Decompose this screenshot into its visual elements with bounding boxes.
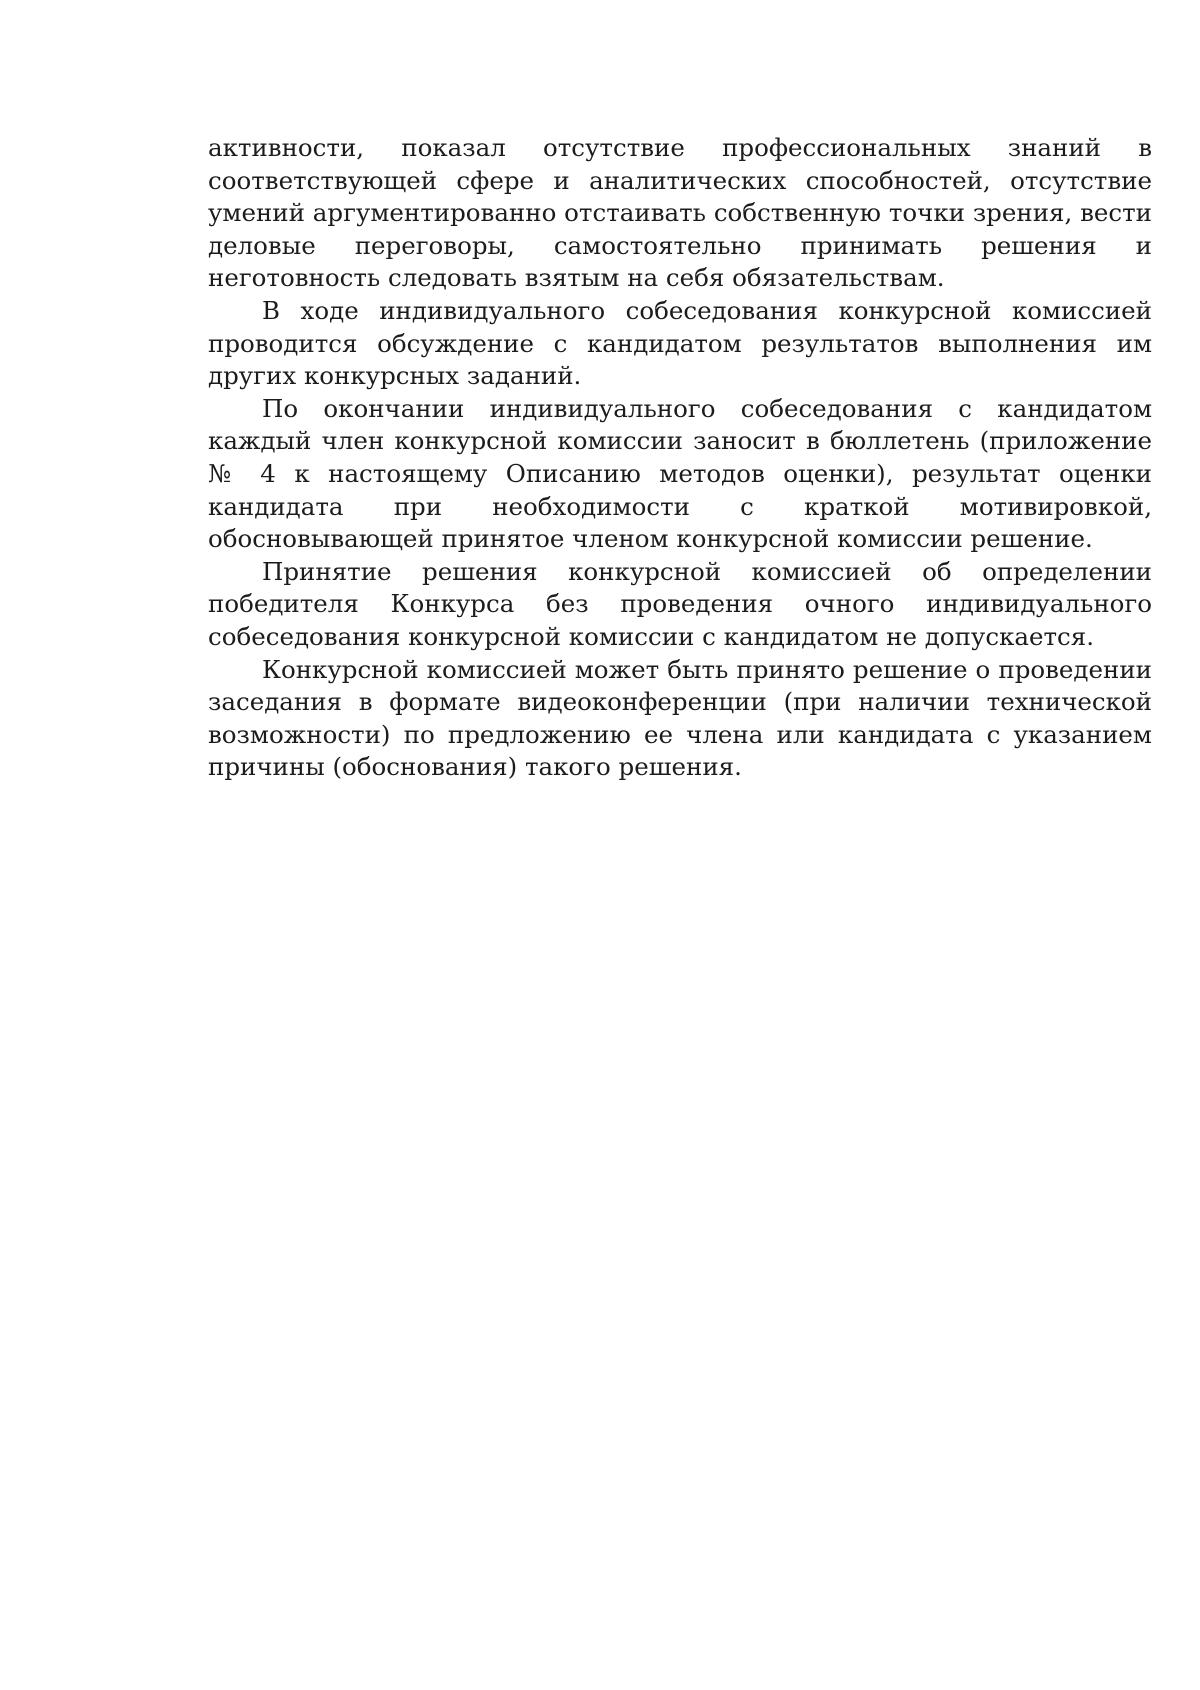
paragraph-continuation: активности, показал отсутствие профессиональных знаний в соответствующей сфере и аналитических способностей, отсутствие умений аргументированно отстаивать собственную точки зрения, вести деловые переговоры, самостоятельно принимать решения и неготовность следовать взятым на себя обязательствам. xyxy=(208,133,1152,293)
paragraph-ballot: По окончании индивидуального собеседования с кандидатом каждый член конкурсной комиссии заносит в бюллетень (приложение № 4 к настоящему Описанию методов оценки), результат оценки кандидата при необходимости с краткой мотивировкой, обосновывающей принятое членом конкурсной комиссии решение. xyxy=(208,393,1152,554)
paragraph-videoconference: Конкурсной комиссией может быть принято решение о проведении заседания в формате видеоконференции (при наличии технической возможности) по предложению ее члена или кандидата с указанием причины (обоснования) такого решения. xyxy=(208,654,1152,782)
document-body xyxy=(208,132,1152,784)
paragraph-interview-discussion: В ходе индивидуального собеседования конкурсной комиссией проводится обсуждение с кандидатом результатов выполнения им других конкурсных заданий. xyxy=(208,295,1152,391)
paragraph-winner-decision: Принятие решения конкурсной комиссией об определении победителя Конкурса без проведения очного индивидуального собеседования конкурсной комиссии с кандидатом не допускается. xyxy=(208,556,1152,651)
